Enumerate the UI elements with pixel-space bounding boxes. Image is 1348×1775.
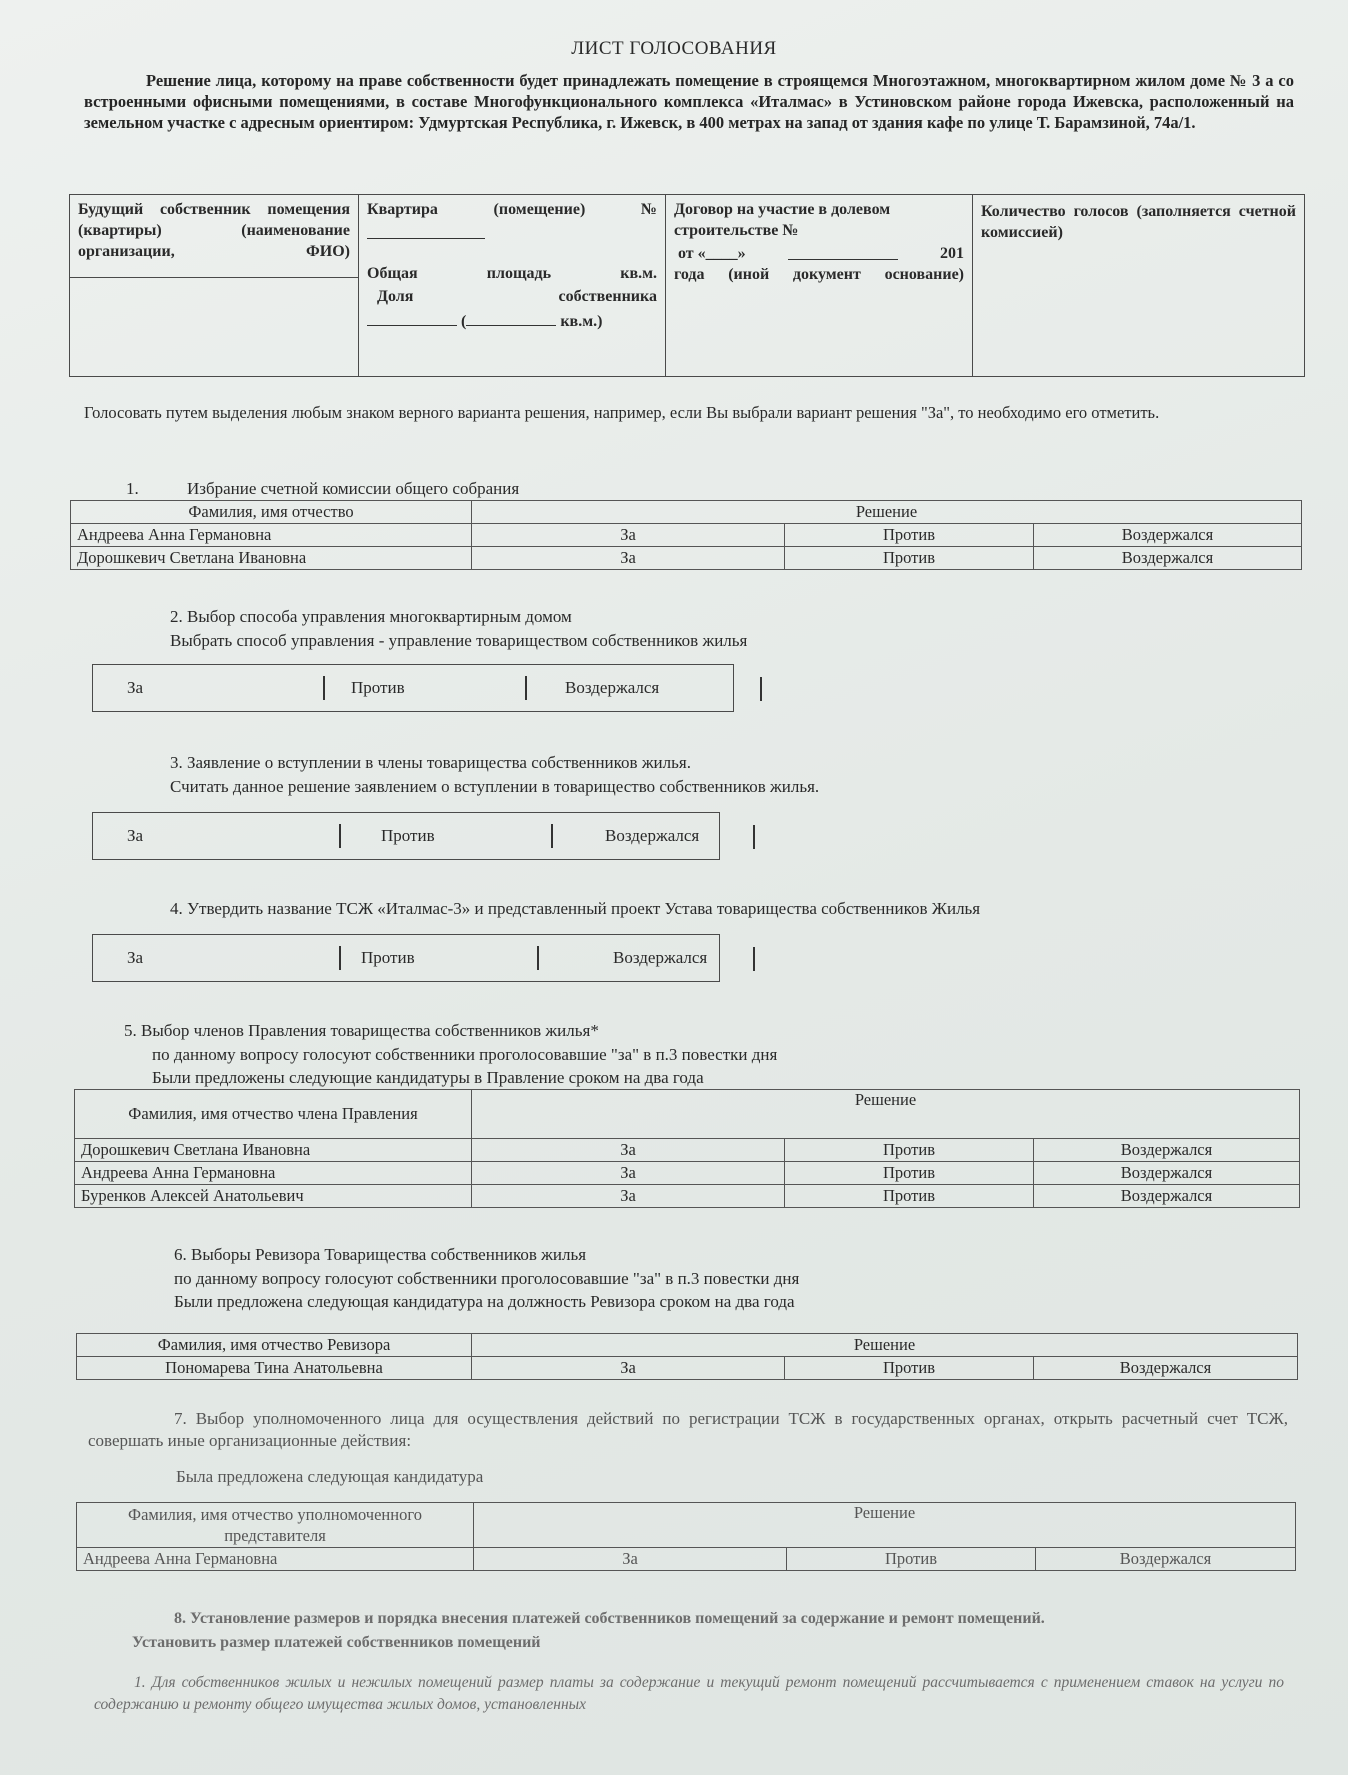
table-row xyxy=(75,1162,1300,1185)
table-row xyxy=(77,1357,1298,1380)
q7-col-decision: Решение xyxy=(474,1503,1296,1548)
q2-outer-bar xyxy=(760,677,762,701)
q5-line3: Были предложены следующие кандидатуры в Правление сроком на два года xyxy=(152,1068,704,1087)
q7-r1-protiv[interactable]: Против xyxy=(787,1548,1036,1571)
apartment-number-field[interactable] xyxy=(367,222,485,239)
q4-title: 4. Утвердить название ТСЖ «Италмас-3» и представленный проект Устава товарищества собственников Жилья xyxy=(170,899,981,918)
votes-cell xyxy=(973,195,1305,377)
q2-vote-box xyxy=(92,664,734,712)
q5-r1-protiv[interactable]: Против xyxy=(785,1139,1034,1162)
q5-line2: по данному вопросу голосуют собственники проголосовавшие "за" в п.3 повестки дня xyxy=(152,1045,778,1064)
table-row xyxy=(71,547,1302,570)
q7-col-name: Фамилия, имя отчество уполномоченного представителя xyxy=(77,1503,474,1548)
q5-r3-za[interactable]: За xyxy=(472,1185,785,1208)
q2-text: Выбрать способ управления - управление товариществом собственников жилья xyxy=(170,631,748,650)
contract-label: Договор на участие в долевом строительстве № xyxy=(674,201,891,239)
q5-r2-za[interactable]: За xyxy=(472,1162,785,1185)
share-area-field[interactable] xyxy=(466,309,556,326)
q5-r3-protiv[interactable]: Против xyxy=(785,1185,1034,1208)
q5-col-decision: Решение xyxy=(472,1090,1300,1139)
q4-za[interactable]: За xyxy=(127,948,144,967)
q6-line2: по данному вопросу голосуют собственники проголосовавшие "за" в п.3 повестки дня xyxy=(174,1269,800,1288)
owner-label: Будущий собственник помещения (квартиры) (наименование организации, ФИО) xyxy=(70,195,358,278)
area-label: Общая площадь кв.м. xyxy=(367,265,657,282)
q5-r3-vozderzh[interactable]: Воздержался xyxy=(1034,1185,1300,1208)
q5-r1-vozderzh[interactable]: Воздержался xyxy=(1034,1139,1300,1162)
contract-date-label: от «____» xyxy=(678,245,746,262)
apartment-cell: Квартира (помещение) № Общая площадь кв.м. Доля собственника ( кв.м.) xyxy=(359,195,666,377)
contract-year: 201 xyxy=(940,245,964,262)
intro-paragraph xyxy=(84,70,1294,133)
q5-candidate-1: Дорошкевич Светлана Ивановна xyxy=(75,1139,472,1162)
q2-za[interactable]: За xyxy=(127,678,144,697)
q1-number: 1. xyxy=(126,479,139,498)
owner-info-table xyxy=(69,194,1305,377)
q1-r2-vozderzh[interactable]: Воздержался xyxy=(1034,547,1302,570)
q4-vote-box xyxy=(92,934,720,982)
q7-r1-vozderzh[interactable]: Воздержался xyxy=(1036,1548,1296,1571)
share-unit: кв.м.) xyxy=(560,313,603,330)
q8-sub: 1. Для собственников жилых и нежилых помещений размер платы за содержание и текущий ремонт помещений рассчитывается с применением ставок на услуги по содержанию и ремонту общего имущества жилых домов, установленных xyxy=(94,1674,1284,1713)
q4-protiv[interactable]: Против xyxy=(361,948,415,967)
q1-r1-vozderzh[interactable]: Воздержался xyxy=(1034,524,1302,547)
q1-col-name: Фамилия, имя отчество xyxy=(71,501,472,524)
q5-r2-protiv[interactable]: Против xyxy=(785,1162,1034,1185)
q5-title: 5. Выбор членов Правления товарищества собственников жилья* xyxy=(124,1021,599,1040)
contract-rest: года (иной документ основание) xyxy=(674,266,964,283)
apartment-label: Квартира (помещение) № xyxy=(367,201,657,218)
q6-r1-za[interactable]: За xyxy=(472,1357,785,1380)
table-row xyxy=(71,524,1302,547)
q3-protiv[interactable]: Против xyxy=(381,826,435,845)
page-title: ЛИСТ ГОЛОСОВАНИЯ xyxy=(571,38,777,59)
q7-r1-za[interactable]: За xyxy=(474,1548,787,1571)
q6-r1-vozderzh[interactable]: Воздержался xyxy=(1034,1357,1298,1380)
q6-table xyxy=(76,1333,1298,1380)
q1-r2-za[interactable]: За xyxy=(472,547,785,570)
q3-vozderzh[interactable]: Воздержался xyxy=(605,826,700,845)
table-row xyxy=(77,1548,1296,1571)
q5-r1-za[interactable]: За xyxy=(472,1139,785,1162)
q6-col-name: Фамилия, имя отчество Ревизора xyxy=(77,1334,472,1357)
q1-r1-za[interactable]: За xyxy=(472,524,785,547)
q4-outer-bar xyxy=(753,947,755,971)
q5-candidate-3: Буренков Алексей Анатольевич xyxy=(75,1185,472,1208)
q6-col-decision: Решение xyxy=(472,1334,1298,1357)
q8-title: 8. Установление размеров и порядка внесения платежей собственников помещений за содержание и ремонт помещений. xyxy=(174,1610,1045,1627)
q1-heading xyxy=(126,478,519,500)
q5-table xyxy=(74,1089,1300,1208)
table-row xyxy=(75,1185,1300,1208)
q5-r2-vozderzh[interactable]: Воздержался xyxy=(1034,1162,1300,1185)
q7-table xyxy=(76,1502,1296,1571)
q1-candidate-2: Дорошкевич Светлана Ивановна xyxy=(71,547,472,570)
owner-input[interactable] xyxy=(70,278,358,368)
q1-r1-protiv[interactable]: Против xyxy=(785,524,1034,547)
q3-vote-box xyxy=(92,812,720,860)
share-field[interactable] xyxy=(367,309,457,326)
q2-vozderzh[interactable]: Воздержался xyxy=(565,678,660,697)
q3-text: Считать данное решение заявлением о вступлении в товарищество собственников жилья. xyxy=(170,777,820,796)
q4-vozderzh[interactable]: Воздержался xyxy=(613,948,708,967)
q1-r2-protiv[interactable]: Против xyxy=(785,547,1034,570)
q6-line3: Были предложена следующая кандидатура на должность Ревизора сроком на два года xyxy=(174,1292,795,1311)
q3-outer-bar xyxy=(753,825,755,849)
q1-candidate-1: Андреева Анна Германовна xyxy=(71,524,472,547)
q1-table xyxy=(70,500,1302,570)
q1-title: Избрание счетной комиссии общего собрания xyxy=(187,479,520,498)
q5-col-name: Фамилия, имя отчество члена Правления xyxy=(75,1090,472,1139)
q2-protiv[interactable]: Против xyxy=(351,678,405,697)
q8-line2: Установить размер платежей собственников помещений xyxy=(132,1634,541,1651)
q5-candidate-2: Андреева Анна Германовна xyxy=(75,1162,472,1185)
votes-label: Количество голосов (заполняется счетной комиссией) xyxy=(981,203,1296,241)
intro-text: Решение лица, которому на праве собственности будет принадлежать помещение в строящемся Многоэтажном, многоквартирном жилом доме № 3 а со встроенными офисными помещениями, в составе Многофункционального комплекса «Италмас» в Устиновском районе города Ижевска, расположенный на земельном участке с адресным ориентиром: Удмуртская Республика, г. Ижевск, в 400 метрах на запад от здания кафе по улице Т. Барамзиной, 74а/1. xyxy=(84,71,1294,132)
owner-cell xyxy=(70,195,359,377)
contract-cell xyxy=(666,195,973,377)
instructions: Голосовать путем выделения любым знаком верного варианта решения, например, если Вы выбрали вариант решения "За", то необходимо его отметить. xyxy=(84,403,1160,422)
share-label: Доля собственника xyxy=(377,288,657,305)
q3-title: 3. Заявление о вступлении в члены товарищества собственников жилья. xyxy=(170,753,691,772)
q7-candidate-1: Андреева Анна Германовна xyxy=(77,1548,474,1571)
q1-col-decision: Решение xyxy=(472,501,1302,524)
q7-line2: Была предложена следующая кандидатура xyxy=(176,1467,484,1486)
q7-title: 7. Выбор уполномоченного лица для осуществления действий по регистрации ТСЖ в государственных органах, открыть расчетный счет ТСЖ, совершать иные организационные действия: xyxy=(88,1409,1288,1450)
contract-date-field[interactable] xyxy=(788,243,898,260)
q6-r1-protiv[interactable]: Против xyxy=(785,1357,1034,1380)
table-row xyxy=(75,1139,1300,1162)
q6-candidate-1: Пономарева Тина Анатольевна xyxy=(77,1357,472,1380)
q3-za[interactable]: За xyxy=(127,826,144,845)
q2-title: 2. Выбор способа управления многоквартирным домом xyxy=(170,607,572,626)
q6-title: 6. Выборы Ревизора Товарищества собственников жилья xyxy=(174,1245,587,1264)
